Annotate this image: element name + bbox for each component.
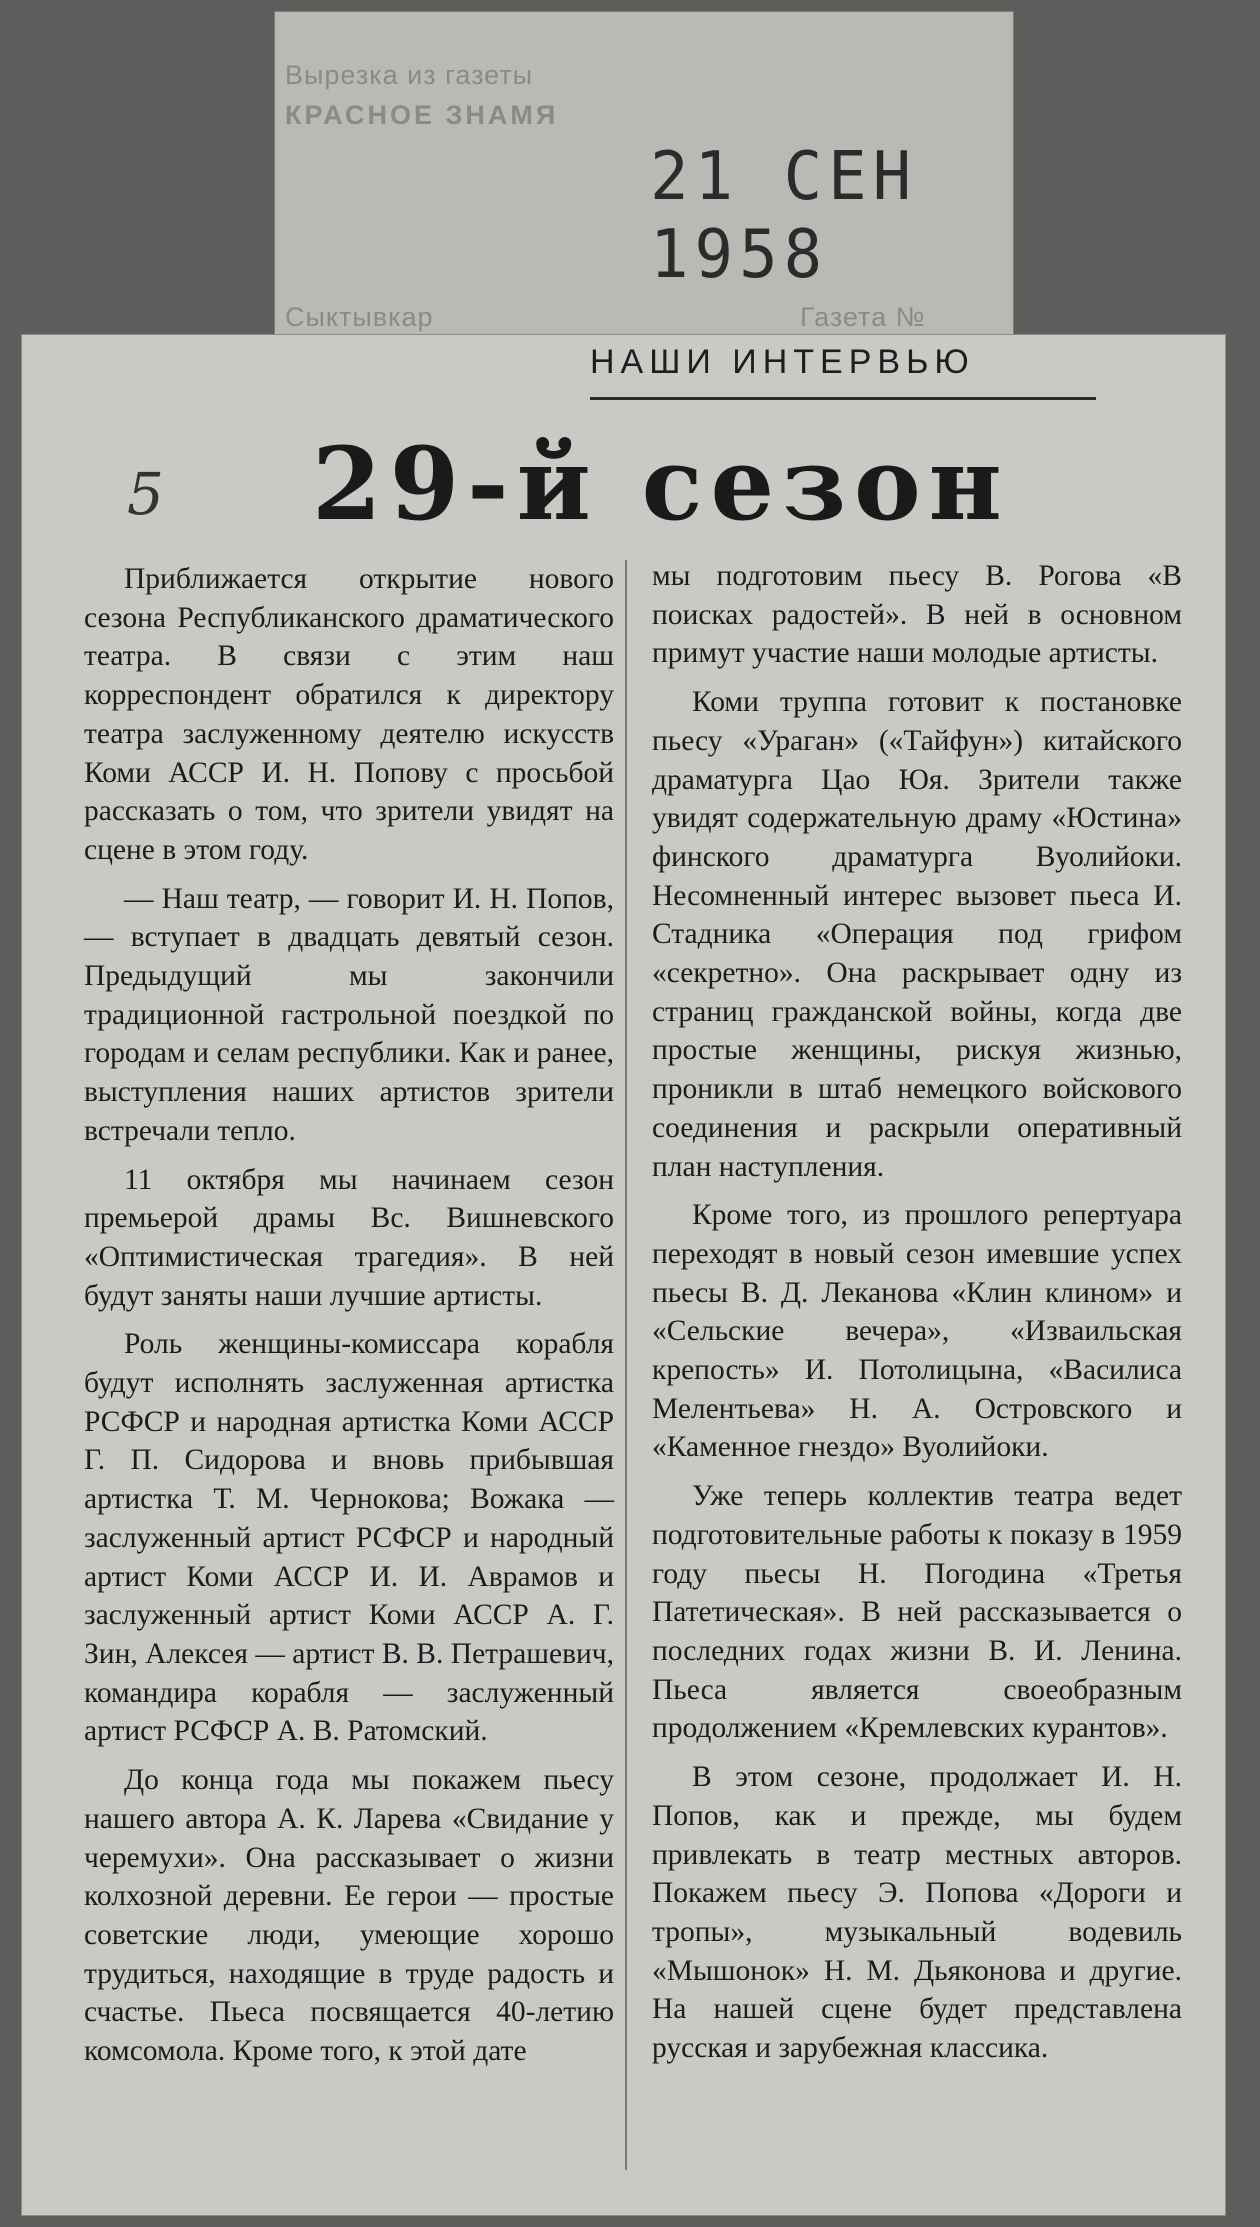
column-divider: [625, 560, 627, 2170]
rubric-underline: [590, 397, 1096, 400]
article-paragraph: Кроме того, из прошлого репертуара переходят в новый сезон имевшие успех пьесы В. Д. Леканова «Клин клином» и «Сельские вечера», «Изваильская крепость» И. Потолицына, «Василиса Мелентьева» Н. А. Островского и «Каменное гнездо» Вуолийоки.: [652, 1199, 1182, 1464]
article-paragraph: Уже теперь коллектив театра ведет подготовительные работы к показу в 1959 году пьесы Н. Погодина «Третья Патетическая». В ней рассказывается о последних годах жизни В. И. Ленина. Пьеса является своеобразным продолжением «Кремлевских курантов».: [652, 1480, 1182, 1745]
article-paragraph: Роль женщины-комиссара корабля будут исполнять заслуженная артистка РСФСР и народная артистка Коми АССР Г. П. Сидорова и вновь прибывшая артистка Т. М. Чернокова; Вожака — заслуженный артист РСФСР и народный артист Коми АССР И. И. Аврамов и заслуженный артист Коми АССР А. Г. Зин, Алексея — артист В. В. Петрашевич, командира корабля — заслуженный артист РСФСР А. В. Ратомский.: [84, 1328, 614, 1748]
clipping-stamp-slip: [275, 12, 1013, 342]
article-paragraph-continuation: мы подготовим пьесу В. Рогова «В поисках радостей». В ней в основном примут участие наши молодые артисты.: [652, 560, 1182, 670]
article-headline: 29-й сезон: [312, 425, 1010, 543]
article-paragraph: Коми труппа готовит к постановке пьесу «Ураган» («Тайфун») китайского драматурга Цао Юя. Зрители также увидят содержательную драму «Юстина» финского драматурга Вуолийоки. Несомненный интерес вызовет пьеса И. Стадника «Операция под грифом «секретно». Она раскрывает одну из страниц гражданской войны, когда две простые женщины, рискуя жизнью, проникли в штаб немецкого войскового соединения и раскрыли оперативный план наступления.: [652, 686, 1182, 1183]
handwritten-pencil-mark: 5: [127, 460, 164, 528]
article-paragraph: В этом сезоне, продолжает И. Н. Попов, как и прежде, мы будем привлекать в театр местных авторов. Покажем пьесу Э. Попова «Дороги и тропы», музыкальный водевиль «Мышонок» Н. М. Дьяконова и другие. На нашей сцене будет представлена русская и зарубежная классика.: [652, 1761, 1182, 2065]
stamp-source-label: Вырезка из газеты: [285, 60, 534, 90]
stamp-newspaper-name: КРАСНОЕ ЗНАМЯ: [285, 100, 559, 130]
article-paragraph: 11 октября мы начинаем сезон премьерой драмы Вс. Вишневского «Оптимистическая трагедия». В ней будут заняты наши лучшие артисты.: [84, 1163, 614, 1312]
newspaper-clipping: [22, 335, 1225, 2215]
article-right-column: [652, 557, 1182, 2078]
article-paragraph: До конца года мы покажем пьесу нашего автора А. К. Ларева «Свидание у черемухи». Она рассказывает о жизни колхозной деревни. Ее герои — простые советские люди, умеющие хорошо трудиться, находящие в труде радость и счастье. Пьеса посвящается 40-летию комсомола. Кроме того, к этой дате: [84, 1764, 614, 2068]
article-rubric: НАШИ ИНТЕРВЬЮ: [590, 343, 975, 381]
stamp-issue-label: Газета №: [800, 302, 926, 332]
article-left-column: [84, 560, 614, 2081]
article-paragraph: Приближается открытие нового сезона Республиканского драматического театра. В связи с этим наш корреспондент обратился к директору театра заслуженному деятелю искусств Коми АССР И. Н. Попову с просьбой рассказать о том, что зрители увидят на сцене в этом году.: [84, 563, 614, 866]
stamp-city: Сыктывкар: [285, 302, 434, 332]
article-paragraph: — Наш театр, — говорит И. Н. Попов, — вступает в двадцать девятый сезон. Предыдущий мы закончили традиционной гастрольной поездкой по городам и селам республики. Как и ранее, выступления наших артистов зрители встречали тепло.: [84, 882, 614, 1147]
stamp-date: 21 СЕН 1958: [650, 138, 918, 294]
